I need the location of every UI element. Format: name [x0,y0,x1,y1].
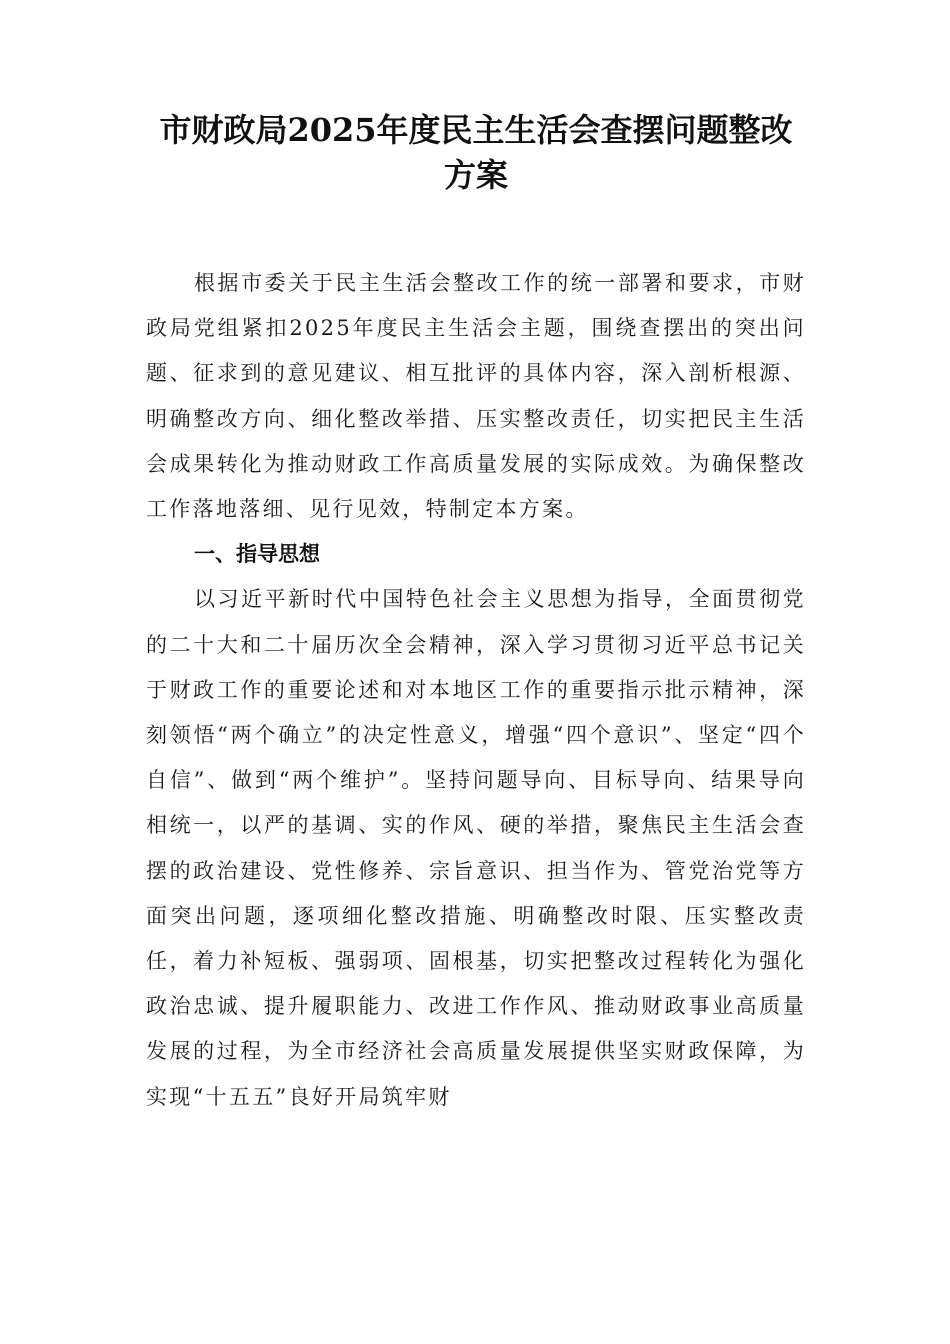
document-title: 市财政局2025年度民主生活会查摆问题整改方案 [159,111,793,194]
document-body [146,261,806,1120]
intro-paragraph: 根据市委关于民主生活会整改工作的统一部署和要求，市财政局党组紧扣2025年度民主生活会主题，围绕查摆出的突出问题、征求到的意见建议、相互批评的具体内容，深入剖析根源、明确整改方向、细化整改举措、压实整改责任，切实把民主生活会成果转化为推动财政工作高质量发展的实际成效。为确保整改工作落地落细、见行见效，特制定本方案。 [146,271,806,522]
guiding-ideology-paragraph: 以习近平新时代中国特色社会主义思想为指导，全面贯彻党的二十大和二十届历次全会精神，深入学习贯彻习近平总书记关于财政工作的重要论述和对本地区工作的重要指示批示精神，深刻领悟“两个确立”的决定性意义，增强“四个意识”、坚定“四个自信”、做到“两个维护”。坚持问题导向、目标导向、结果导向相统一，以严的基调、实的作风、硬的举措，聚焦民主生活会查摆的政治建设、党性修养、宗旨意识、担当作为、管党治党等方面突出问题，逐项细化整改措施、明确整改时限、压实整改责任，着力补短板、强弱项、固根基，切实把整改过程转化为强化政治忠诚、提升履职能力、改进工作作风、推动财政事业高质量发展的过程，为全市经济社会高质量发展提供坚实财政保障，为实现“十五五”良好开局筑牢财 [146,587,806,1109]
section-heading-guiding-ideology: 一、指导思想 [194,542,320,567]
document-page [146,108,806,1120]
